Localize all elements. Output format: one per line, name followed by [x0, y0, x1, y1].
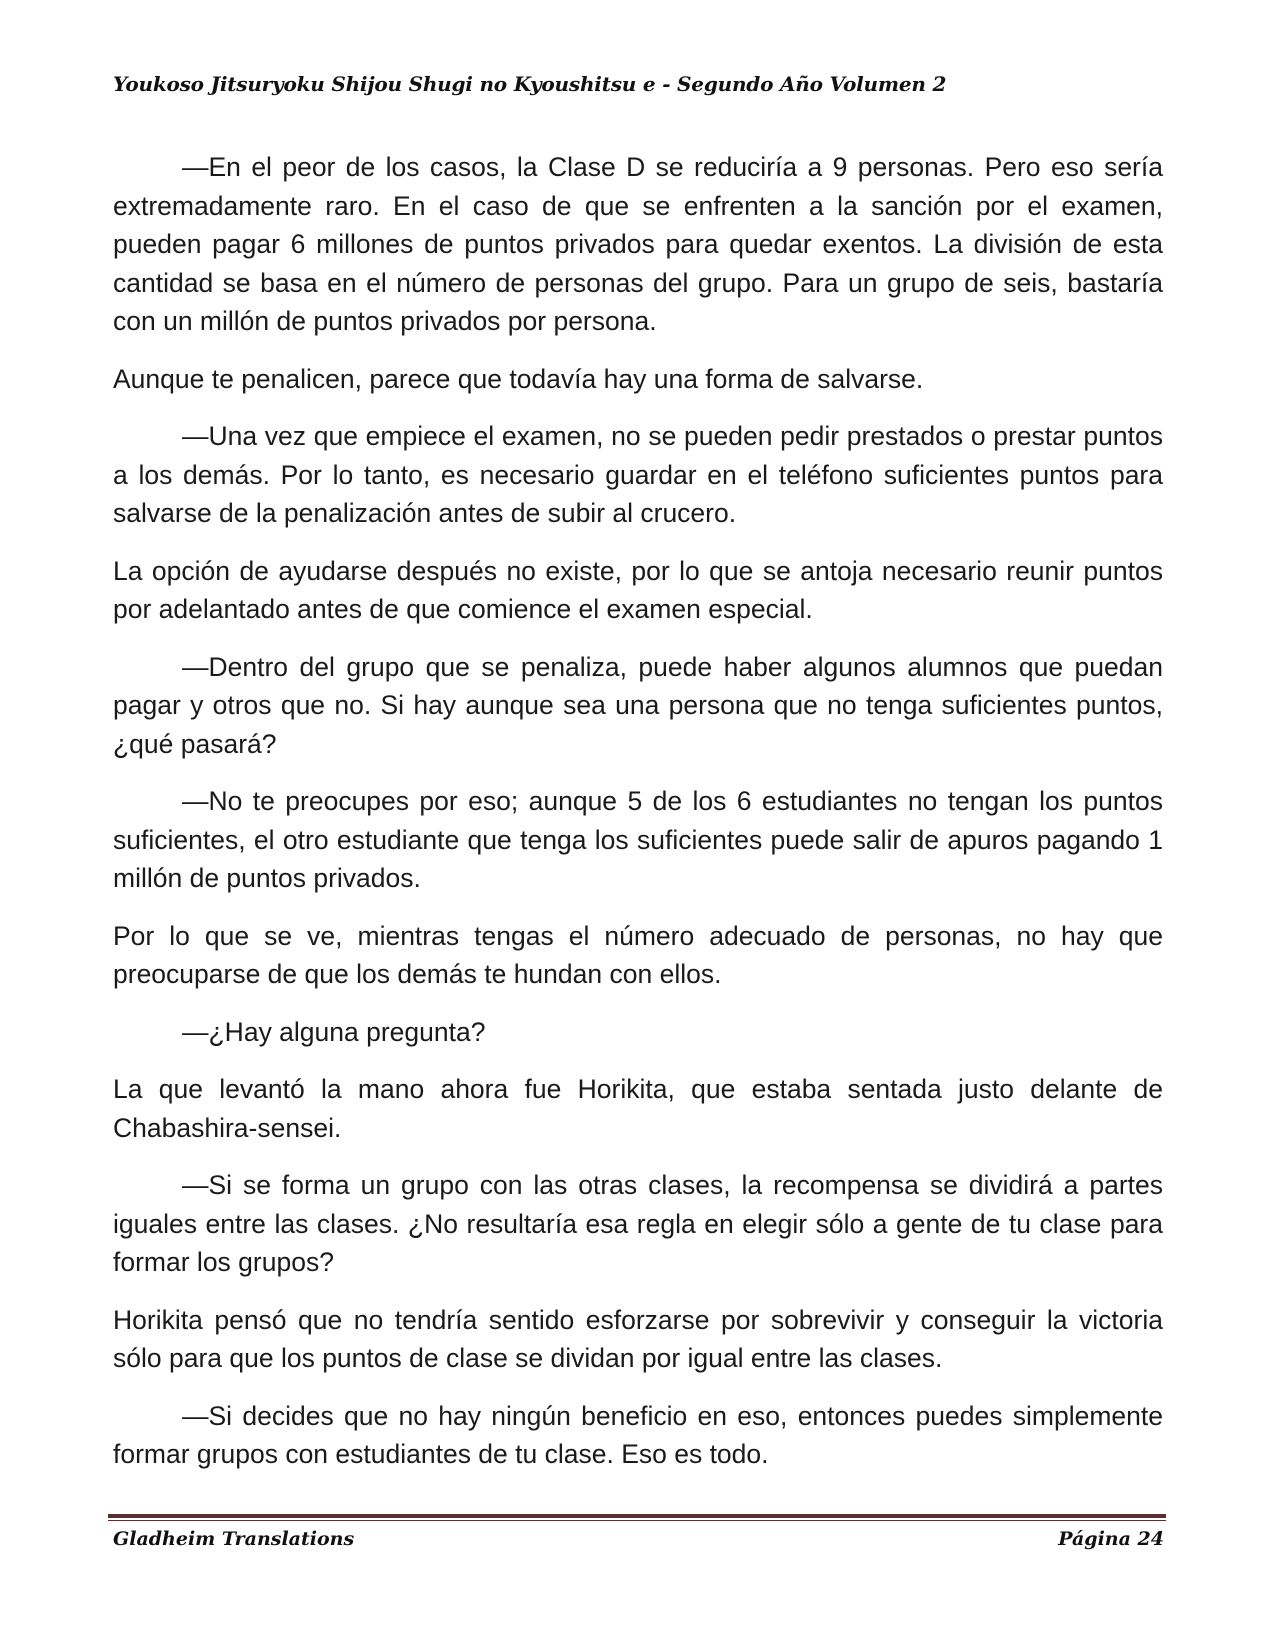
paragraph-narration: La opción de ayudarse después no existe, por lo que se antoja necesario reunir puntos por adelantado antes de que comience el examen especial. — [113, 555, 1163, 624]
paragraph-dialog: —Si decides que no hay ningún beneficio en eso, entonces puedes simplemente formar grupos con estudiantes de tu clase. Eso es todo. — [113, 1400, 1163, 1469]
paragraph-narration: Aunque te penalicen, parece que todavía hay una forma de salvarse. — [113, 363, 924, 394]
paragraph-narration: Horikita pensó que no tendría sentido esforzarse por sobrevivir y conseguir la victoria sólo para que los puntos de clase se dividan por igual entre las clases. — [113, 1304, 1163, 1373]
paragraph-dialog: —Dentro del grupo que se penaliza, puede haber algunos alumnos que puedan pagar y otros que no. Si hay aunque sea una persona que no tenga suficientes puntos, ¿qué pasará? — [113, 651, 1163, 759]
paragraph-dialog: —En el peor de los casos, la Clase D se reduciría a 9 personas. Pero eso sería extremadamente raro. En el caso de que se enfrenten a la sanción por el examen, pueden pagar 6 millones de puntos privados para quedar exentos. La división de esta cantidad se basa en el número de personas del grupo. Para un grupo de seis, bastaría con un millón de puntos privados por persona. — [113, 152, 1163, 336]
paragraph-dialog: —Una vez que empiece el examen, no se pueden pedir prestados o prestar puntos a los demás. Por lo tanto, es necesario guardar en el teléfono suficientes puntos para salvarse de la penalización antes de subir al crucero. — [113, 421, 1163, 528]
paragraph-dialog: —¿Hay alguna pregunta? — [182, 1016, 486, 1047]
body-text — [113, 148, 1163, 1493]
paragraph-narration: Por lo que se ve, mientras tengas el número adecuado de personas, no hay que preocuparse de que los demás te hundan con ellos. — [113, 920, 1163, 989]
paragraph-dialog: —Si se forma un grupo con las otras clases, la recompensa se dividirá a partes iguales entre las clases. ¿No resultaría esa regla en elegir sólo a gente de tu clase para formar los grupos? — [113, 1170, 1163, 1277]
footer-divider-thick — [108, 1514, 1166, 1518]
paragraph-dialog: —No te preocupes por eso; aunque 5 de los 6 estudiantes no tengan los puntos suficientes, el otro estudiante que tenga los suficientes puede salir de apuros pagando 1 millón de puntos privados. — [113, 786, 1163, 893]
footer-divider-thin — [108, 1520, 1166, 1521]
page-number: Página 24 — [1058, 1528, 1164, 1550]
paragraph-narration: La que levantó la mano ahora fue Horikita, que estaba sentada justo delante de Chabashira-sensei. — [113, 1074, 1163, 1143]
footer-credit: Gladheim Translations — [113, 1528, 355, 1550]
running-header: Youkoso Jitsuryoku Shijou Shugi no Kyoushitsu e - Segundo Año Volumen 2 — [113, 72, 947, 96]
